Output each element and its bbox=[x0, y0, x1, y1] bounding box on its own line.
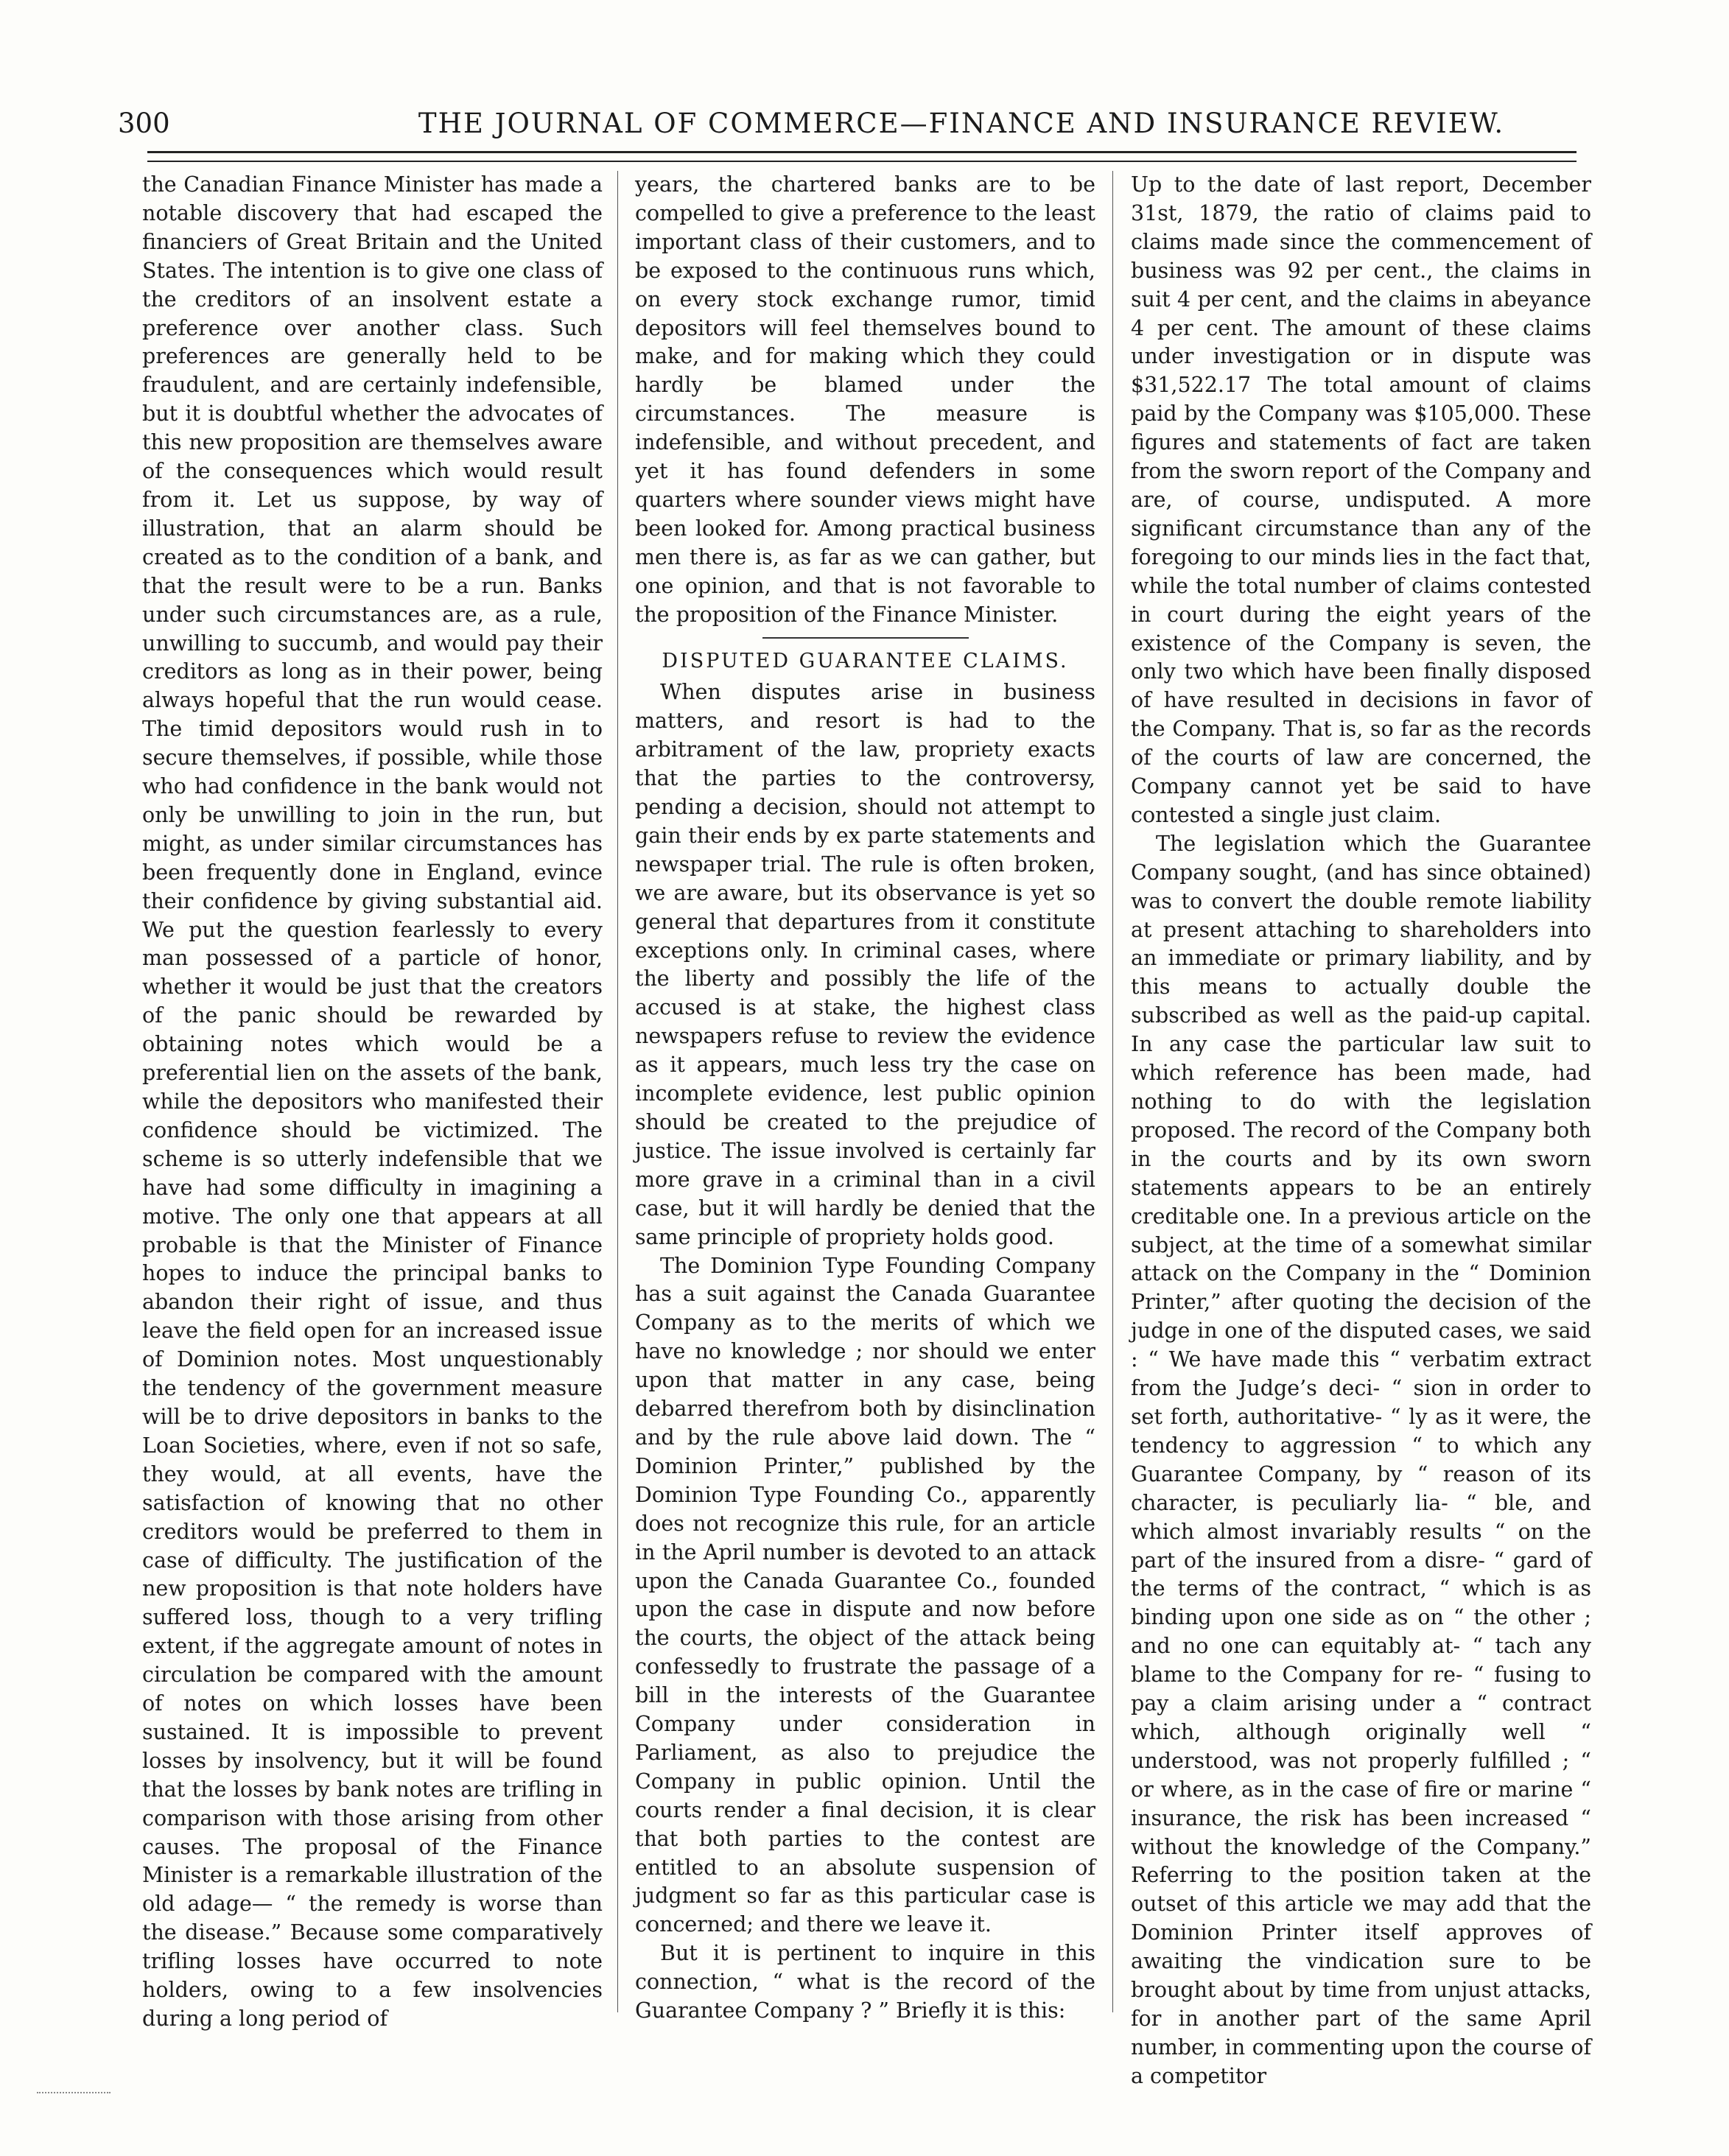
page-number: 300 bbox=[118, 108, 170, 139]
section-heading: DISPUTED GUARANTEE CLAIMS. bbox=[662, 649, 1069, 673]
column-divider-1 bbox=[617, 171, 618, 2012]
column-2-paragraph-1: years, the chartered banks are to be compelled to give a preference to the least important class of their customers, and to be exposed to the continuous runs which, on every stock exchange rumor, timid depositors will feel themselves bound to make, and for making which they could hardly be blamed under the circumstances. The measure is indefensible, and without precedent, and yet it has found defenders in some quarters where sounder views might have been looked for. Among practical business men there is, as far as we can gather, but one opinion, and that is not favorable to the proposition of the Finance Minister. bbox=[635, 172, 1095, 627]
header-rule-thick bbox=[147, 151, 1577, 153]
column-2-paragraph-4: But it is pertinent to inquire in this connection, “ what is the record of the Guarantee Company ? ” Briefly it is this: bbox=[635, 1941, 1095, 2023]
header-rule-thin bbox=[147, 161, 1577, 162]
column-divider-2 bbox=[1112, 171, 1113, 2012]
column-1 bbox=[142, 171, 603, 2034]
column-3 bbox=[1131, 171, 1591, 2091]
running-title: THE JOURNAL OF COMMERCE—FINANCE AND INSURANCE REVIEW. bbox=[418, 108, 1505, 139]
column-2-paragraph-3: The Dominion Type Founding Company has a suit against the Canada Guarantee Company as to the merits of which we have no knowledge ; nor should we enter upon that matter in any case, being debarred therefrom both by disinclination and by the rule above laid down. The “ Dominion Printer,” published by the Dominion Type Founding Co., apparently does not recognize this rule, for an article in the April number is devoted to an attack upon the Canada Guarantee Co., founded upon the case in dispute and now before the courts, the object of the attack being confessedly to frustrate the passage of a bill in the interests of the Guarantee Company under consideration in Parliament, as also to prejudice the Company in public opinion. Until the courts render a final decision, it is clear that both parties to the contest are entitled to an absolute suspension of judgment so far as this particular case is concerned; and there we leave it. bbox=[635, 1253, 1095, 1937]
section-divider bbox=[762, 637, 969, 639]
column-1-paragraph-1: the Canadian Finance Minister has made a notable discovery that had escaped the financiers of Great Britain and the United States. The intention is to give one class of the creditors of an insolvent estate a preference over another class. Such preferences are generally held to be fraudulent, and are certainly indefensible, but it is doubtful whether the advocates of this new proposition are themselves aware of the consequences which would result from it. Let us suppose, by way of illustration, that an alarm should be created as to the condition of a bank, and that the result were to be a run. Banks under such circumstances are, as a rule, unwilling to succumb, and would pay their creditors as long as in their power, being always hopeful that the run would cease. The timid depositors would rush in to secure themselves, if possible, while those who had confidence in the bank would not only be unwilling to join in the run, but might, as under similar circumstances has been frequently done in England, evince their confidence by giving substantial aid. We put the question fearlessly to every man possessed of a particle of honor, whether it would be just that the creators of the panic should be rewarded by obtaining notes which would be a preferential lien on the assets of the bank, while the depositors who manifested their confidence should be victimized. The scheme is so utterly indefensible that we have had some difficulty in imagining a motive. The only one that appears at all probable is that the Minister of Finance hopes to induce the principal banks to abandon their right of issue, and thus leave the field open for an increased issue of Dominion notes. Most unquestionably the tendency of the government measure will be to drive depositors in banks to the Loan Societies, where, even if not so safe, they would, at all events, have the satisfaction of knowing that no other creditors would be preferred to them in case of difficulty. The justification of the new proposition is that note holders have suffered loss, though to a very trifling extent, if the aggregate amount of notes in circulation be compared with the amount of notes on which losses have been sustained. It is impossible to prevent losses by insolvency, but it will be found that the losses by bank notes are trifling in comparison with those arising from other causes. The proposal of the Finance Minister is a remarkable illustration of the old adage— “ the remedy is worse than the disease.” Because some comparatively trifling losses have occurred to note holders, owing to a few insolvencies during a long period of bbox=[142, 172, 603, 2031]
page-corner-mark bbox=[37, 2062, 111, 2093]
page-header bbox=[118, 103, 1591, 147]
column-2 bbox=[635, 171, 1095, 2026]
column-3-paragraph-1: Up to the date of last report, December 31st, 1879, the ratio of claims paid to claims made since the commencement of business was 92 per cent., the claims in suit 4 per cent, and the claims in abeyance 4 per cent. The amount of these claims under investigation or in dispute was $31,522.17 The total amount of claims paid by the Company was $105,000. These figures and statements of fact are taken from the sworn report of the Company and are, of course, undisputed. A more significant circumstance than any of the foregoing to our minds lies in the fact that, while the total number of claims contested in court during the eight years of the existence of the Company is seven, the only two which have been finally disposed of have resulted in decisions in favor of the Company. That is, so far as the records of the courts of law are concerned, the Company cannot yet be said to have contested a single just claim. bbox=[1131, 172, 1591, 827]
column-3-paragraph-2: The legislation which the Guarantee Company sought, (and has since obtained) was to convert the double remote liability at present attaching to shareholders into an immediate or primary liability, and by this means to actually double the subscribed as well as the paid-up capital. In any case the particular law suit to which reference has been made, had nothing to do with the legislation proposed. The record of the Company both in the courts and by its own sworn statements appears to be an entirely creditable one. In a previous article on the subject, at the time of a somewhat similar attack on the Company in the “ Dominion Printer,” after quoting the decision of the judge in one of the disputed cases, we said : “ We have made this “ verbatim extract from the Judge’s deci- “ sion in order to set forth, authoritative- “ ly as it were, the tendency to aggression “ to which any Guarantee Company, by “ reason of its character, is peculiarly lia- “ ble, and which almost invariably results “ on the part of the insured from a disre- “ gard of the terms of the contract, “ which is as binding upon one side as on “ the other ; and no one can equitably at- “ tach any blame to the Company for re- “ fusing to pay a claim arising under a “ contract which, although originally well “ understood, was not properly fulfilled ; “ or where, as in the case of fire or marine “ insurance, the risk has been increased “ without the knowledge of the Company.” Referring to the position taken at the outset of this article we may add that the Dominion Printer itself approves of awaiting the vindication sure to be brought about by time from unjust attacks, for in another part of the same April number, in commenting upon the course of a competitor bbox=[1131, 831, 1591, 2088]
column-2-paragraph-2: When disputes arise in business matters, and resort is had to the arbitrament of the law, propriety exacts that the parties to the controversy, pending a decision, should not attempt to gain their ends by ex parte statements and newspaper trial. The rule is often broken, we are aware, but its observance is yet so general that departures from it constitute exceptions only. In criminal cases, where the liberty and possibly the life of the accused is at stake, the highest class newspapers refuse to review the evidence as it appears, much less try the case on incomplete evidence, lest public opinion should be created to the prejudice of justice. The issue involved is certainly far more grave in a criminal than in a civil case, but it will hardly be denied that the same principle of propriety holds good. bbox=[635, 680, 1095, 1249]
